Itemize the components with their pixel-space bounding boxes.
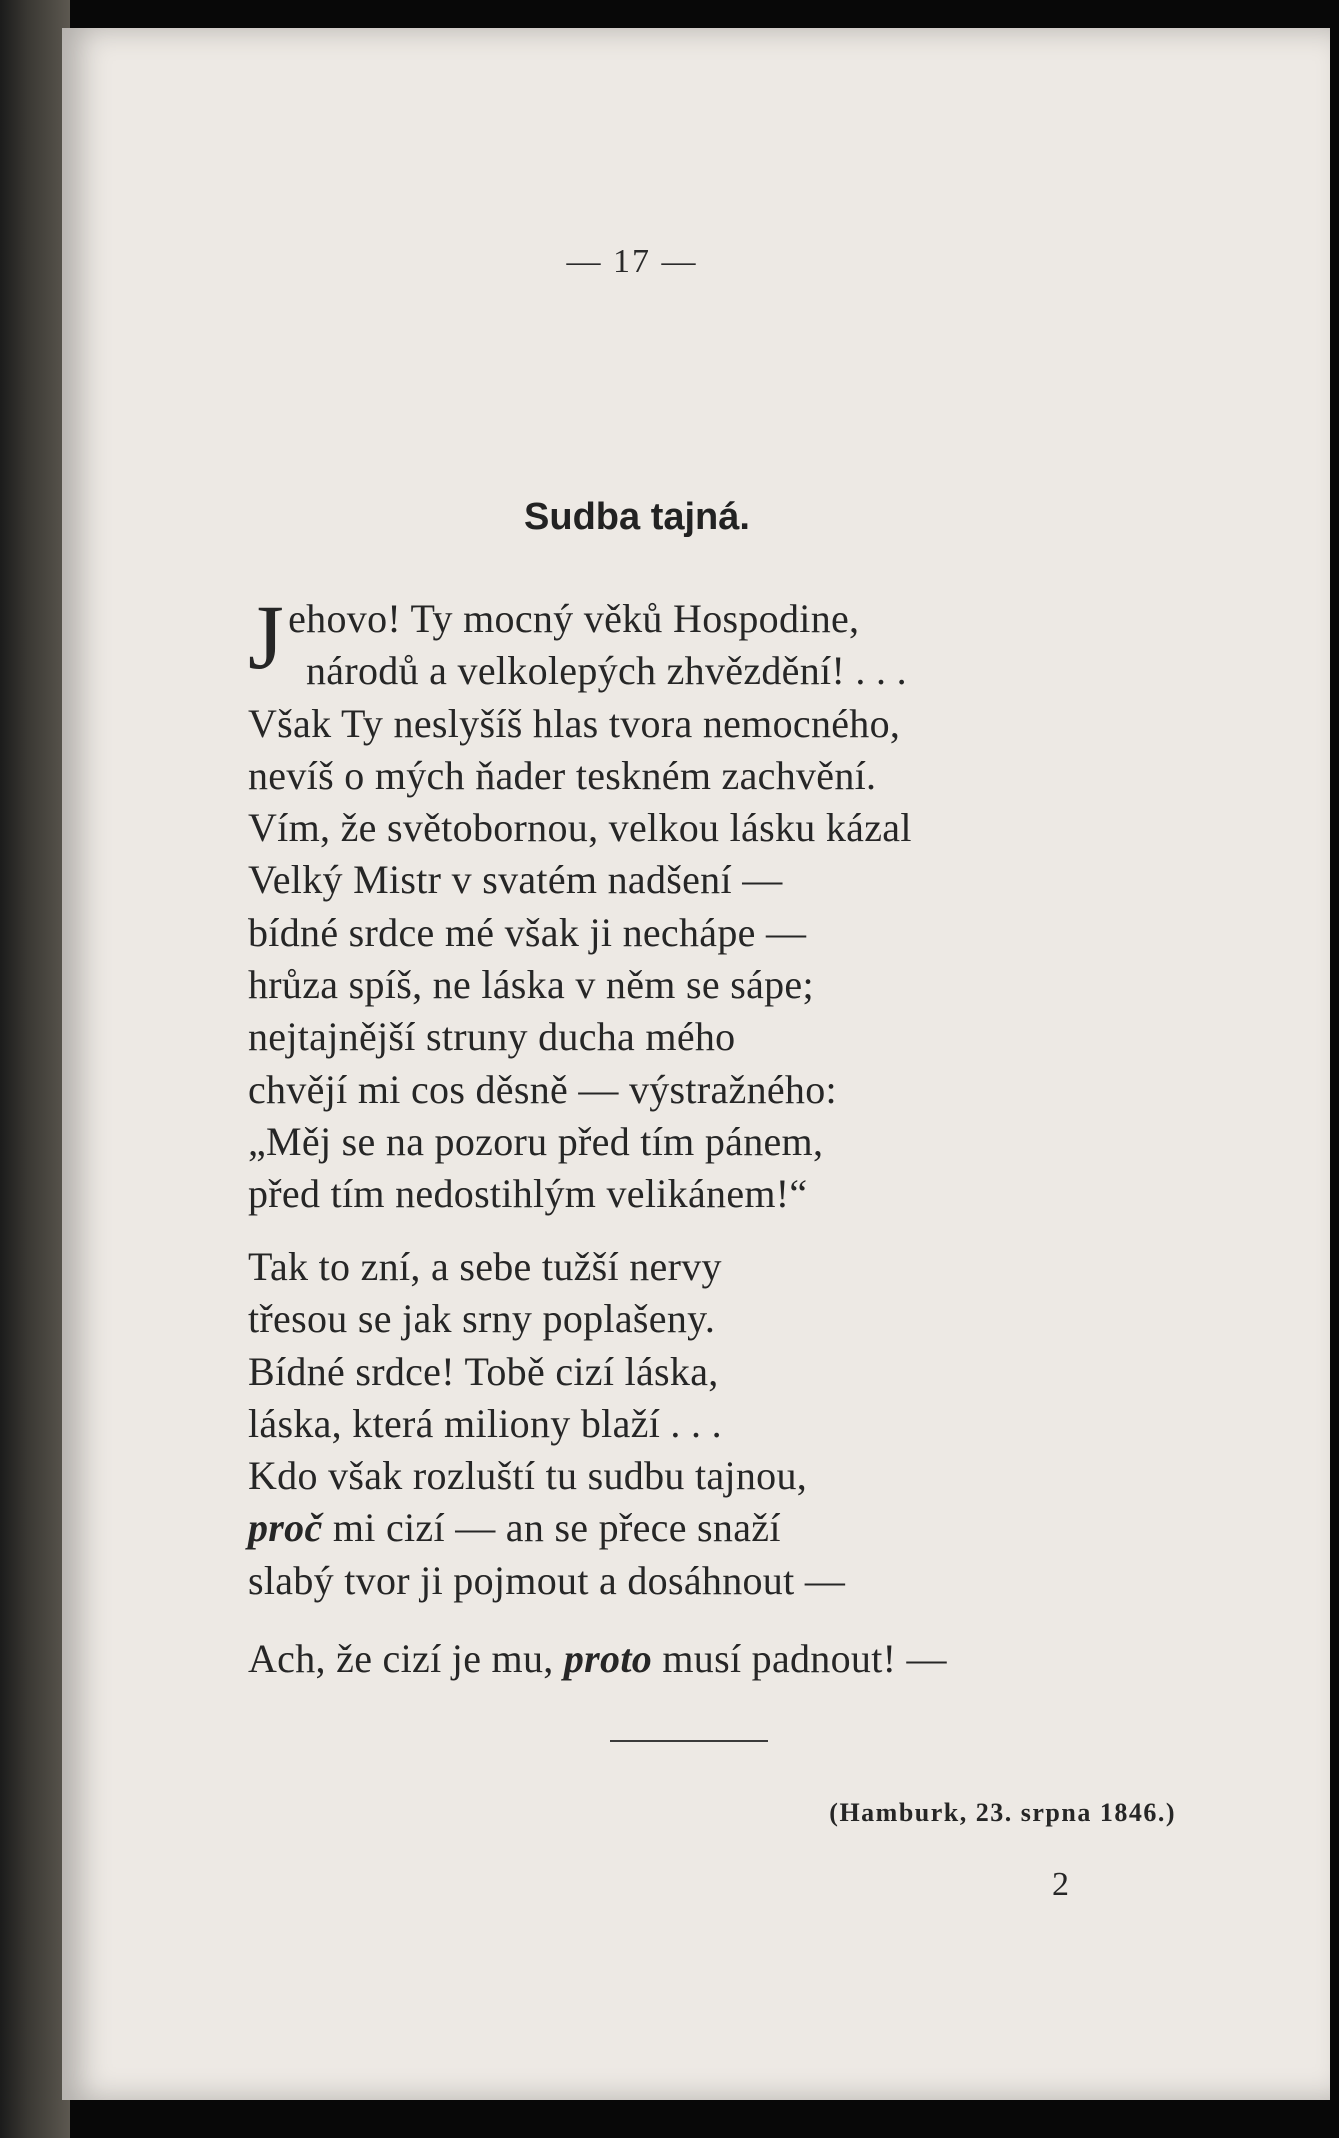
stanza-1 bbox=[248, 586, 912, 1221]
poem-line: Tak to zní, a sebe tužší nervy bbox=[248, 1244, 722, 1289]
book-page bbox=[62, 28, 1330, 2100]
poem-line: láska, která miliony blaží . . . bbox=[248, 1400, 722, 1446]
page-number: — 17 — bbox=[566, 243, 698, 280]
poem-line bbox=[248, 1633, 947, 1685]
poem-title: Sudba tajná. bbox=[524, 496, 750, 538]
scan-page-edge bbox=[0, 0, 70, 2138]
stanza-3 bbox=[248, 1633, 947, 1685]
poem-line: nejtajnější struny ducha mého bbox=[248, 1014, 736, 1060]
poem-line: třesou se jak srny poplašeny. bbox=[248, 1296, 716, 1342]
poem-line: slabý tvor ji pojmout a dosáhnout — bbox=[248, 1557, 846, 1603]
poem-line: „Měj se na pozoru před tím pánem, bbox=[248, 1118, 824, 1164]
drop-cap-initial: J bbox=[248, 586, 285, 688]
poem-line: Však Ty neslyšíš hlas tvora nemocného, bbox=[248, 700, 901, 746]
poem-line: chvějí mi cos děsně — výstražného: bbox=[248, 1066, 837, 1112]
poem-line: před tím nedostihlým velikánem!“ bbox=[248, 1171, 808, 1217]
poem-line: Velký Mistr v svatém nadšení — bbox=[248, 857, 783, 903]
poem-line: Kdo však rozluští tu sudbu tajnou, bbox=[248, 1453, 808, 1499]
emphasized-word: proto bbox=[563, 1636, 653, 1681]
poem-line bbox=[248, 1502, 845, 1554]
poem-line: Bídné srdce! Tobě cizí láska, bbox=[248, 1348, 719, 1394]
section-divider bbox=[610, 1740, 768, 1742]
poem-line: hrůza spíš, ne láska v něm se sápe; bbox=[248, 962, 814, 1008]
place-date-line: (Hamburk, 23. srpna 1846.) bbox=[829, 1798, 1176, 1827]
poem-line: nevíš o mých ňader teskném zachvění. bbox=[248, 752, 877, 798]
poem-line-text: musí padnout! — bbox=[652, 1636, 947, 1681]
poem-line-text: ehovo! Ty mocný věků Hospodine, bbox=[288, 596, 860, 641]
signature-number: 2 bbox=[1052, 1866, 1069, 1903]
emphasized-word: proč bbox=[248, 1505, 323, 1551]
poem-line-text: mi cizí — an se přece snaží bbox=[322, 1505, 781, 1551]
stanza-2 bbox=[248, 1241, 845, 1607]
poem-line: národů a velkolepých zhvězdění! . . . bbox=[306, 648, 907, 694]
poem-line-text: Ach, že cizí je mu, bbox=[248, 1636, 564, 1681]
poem-line: Vím, že světobornou, velkou lásku kázal bbox=[248, 805, 912, 851]
poem-line: bídné srdce mé však ji nechápe — bbox=[248, 909, 807, 955]
